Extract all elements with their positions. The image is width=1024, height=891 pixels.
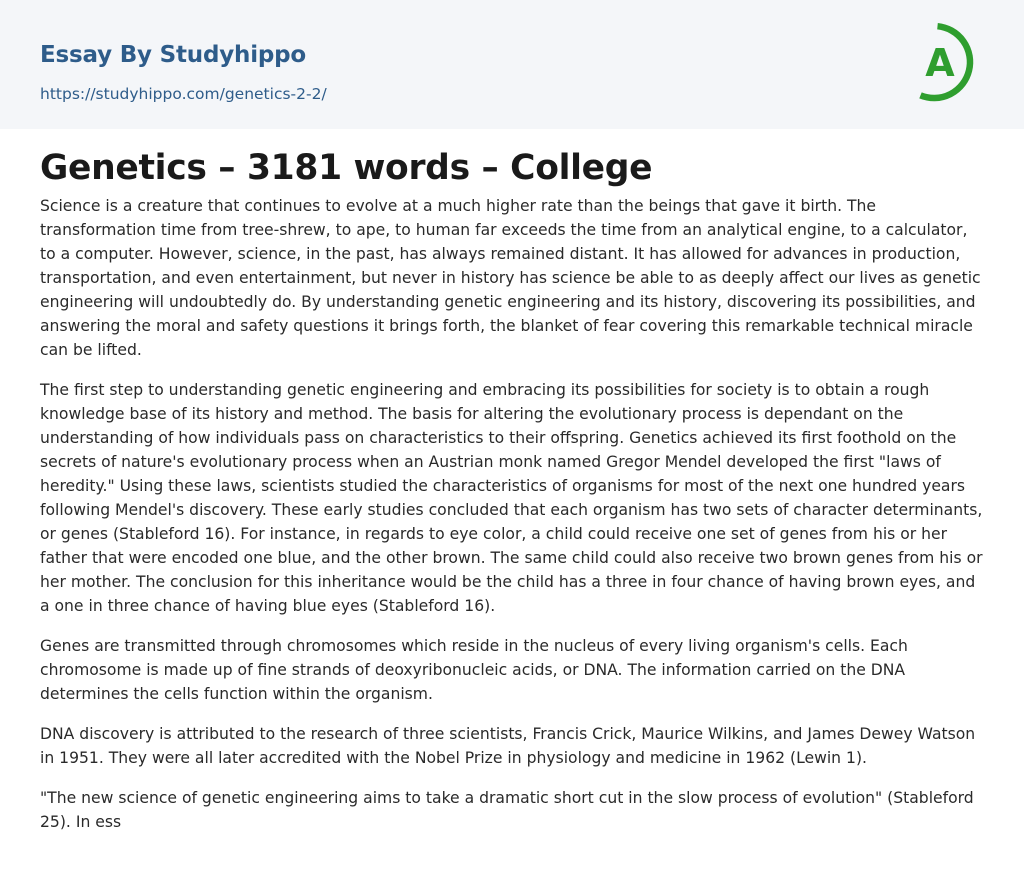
article-body [40, 194, 984, 850]
paragraph: "The new science of genetic engineering aims to take a dramatic short cut in the slow process of evolution" (Stableford 25). In ess [40, 789, 974, 831]
paragraph: DNA discovery is attributed to the research of three scientists, Francis Crick, Maurice Wilkins, and James Dewey Watson in 1951. They were all later accredited with the Nobel Prize in physiology and medicine in 1962 (Lewin 1). [40, 725, 976, 767]
article-title: Genetics – 3181 words – College [40, 148, 653, 188]
site-brand[interactable]: Essay By Studyhippo [40, 42, 307, 68]
paragraph: Science is a creature that continues to evolve at a much higher rate than the beings that gave it birth. The transformation time from tree-shrew, to ape, to human far exceeds the time from an analytical engine, to a calculator, to a computer. However, science, in the past, has always remained distant. It has allowed for advances in production, transportation, and even entertainment, but never in history has science be able to as deeply affect our lives as genetic engineering will undoubtedly do. By understanding genetic engineering and its history, discovering its possibilities, and answering the moral and safety questions it brings forth, the blanket of fear covering this remarkable technical miracle can be lifted. [40, 197, 981, 359]
source-url-link[interactable]: https://studyhippo.com/genetics-2-2/ [40, 85, 327, 103]
paragraph: The first step to understanding genetic engineering and embracing its possibilities for society is to obtain a rough knowledge base of its history and method. The basis for altering the evolutionary process is dependant on the understanding of how individuals pass on characteristics to their offspring. Genetics achieved its first foothold on the secrets of nature's evolutionary process when an Austrian monk named Gregor Mendel developed the first "laws of heredity." Using these laws, scientists studied the characteristics of organisms for most of the next one hundred years following Mendel's discovery. These early studies concluded that each organism has two sets of character determinants, or genes (Stableford 16). For instance, in regards to eye color, a child could receive one set of genes from his or her father that were encoded one blue, and the other brown. The same child could also receive two brown genes from his or her mother. The conclusion for this inheritance would be the child has a three in four chance of having brown eyes, and a one in three chance of having blue eyes (Stableford 16). [40, 381, 983, 615]
logo-letter: A [925, 41, 955, 85]
studyhippo-logo-icon[interactable] [907, 17, 989, 107]
paragraph: Genes are transmitted through chromosomes which reside in the nucleus of every living organism's cells. Each chromosome is made up of fine strands of deoxyribonucleic acids, or DNA. The information carried on the DNA determines the cells function within the organism. [40, 637, 908, 703]
